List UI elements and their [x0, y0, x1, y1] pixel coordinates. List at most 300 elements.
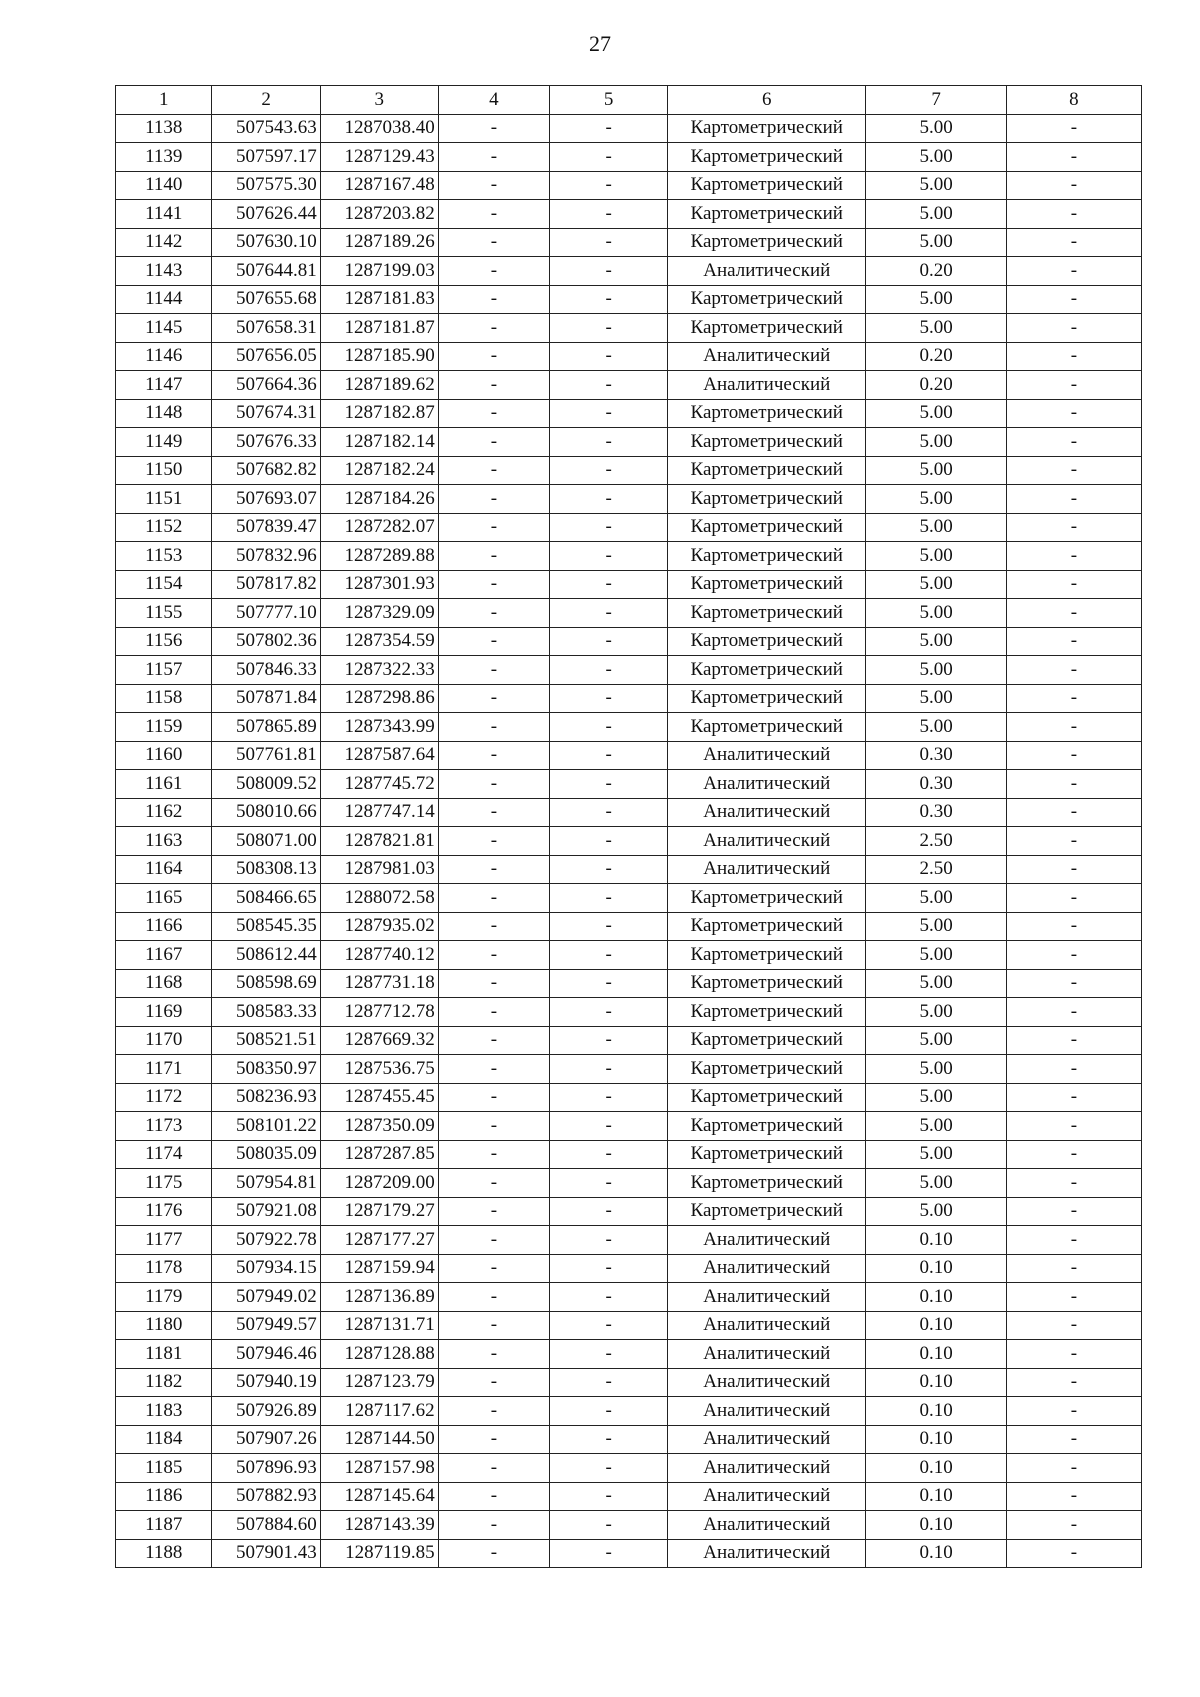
table-row	[116, 143, 1142, 172]
accuracy-cell: 5.00	[866, 200, 1006, 229]
accuracy-cell: 5.00	[866, 285, 1006, 314]
x-coordinate-cell: 508009.52	[212, 770, 320, 799]
method-cell: Картометрический	[668, 485, 866, 514]
col-4-cell: -	[438, 998, 549, 1027]
point-number-cell: 1170	[116, 1026, 212, 1055]
x-coordinate-cell: 507926.89	[212, 1397, 320, 1426]
table-row	[116, 998, 1142, 1027]
point-number-cell: 1148	[116, 399, 212, 428]
point-number-cell: 1165	[116, 884, 212, 913]
accuracy-cell: 5.00	[866, 599, 1006, 628]
accuracy-cell: 0.10	[866, 1368, 1006, 1397]
col-4-cell: -	[438, 1340, 549, 1369]
x-coordinate-cell: 507655.68	[212, 285, 320, 314]
y-coordinate-cell: 1287669.32	[320, 1026, 438, 1055]
table-row	[116, 456, 1142, 485]
table-row	[116, 599, 1142, 628]
accuracy-cell: 0.20	[866, 257, 1006, 286]
point-number-cell: 1184	[116, 1425, 212, 1454]
accuracy-cell: 5.00	[866, 1112, 1006, 1141]
table-row	[116, 114, 1142, 143]
point-number-cell: 1159	[116, 713, 212, 742]
x-coordinate-cell: 508612.44	[212, 941, 320, 970]
col-5-cell: -	[550, 456, 668, 485]
col-5-cell: -	[550, 998, 668, 1027]
y-coordinate-cell: 1287981.03	[320, 855, 438, 884]
y-coordinate-cell: 1287712.78	[320, 998, 438, 1027]
col-8-cell: -	[1006, 1083, 1141, 1112]
col-8-cell: -	[1006, 941, 1141, 970]
col-8-cell: -	[1006, 428, 1141, 457]
y-coordinate-cell: 1287329.09	[320, 599, 438, 628]
point-number-cell: 1140	[116, 171, 212, 200]
point-number-cell: 1161	[116, 770, 212, 799]
point-number-cell: 1154	[116, 570, 212, 599]
point-number-cell: 1144	[116, 285, 212, 314]
accuracy-cell: 5.00	[866, 713, 1006, 742]
col-8-cell: -	[1006, 1454, 1141, 1483]
col-5-cell: -	[550, 969, 668, 998]
col-4-cell: -	[438, 1539, 549, 1568]
accuracy-cell: 5.00	[866, 627, 1006, 656]
col-8-cell: -	[1006, 798, 1141, 827]
y-coordinate-cell: 1287038.40	[320, 114, 438, 143]
x-coordinate-cell: 507674.31	[212, 399, 320, 428]
y-coordinate-cell: 1287189.62	[320, 371, 438, 400]
col-5-cell: -	[550, 371, 668, 400]
accuracy-cell: 5.00	[866, 998, 1006, 1027]
x-coordinate-cell: 507630.10	[212, 228, 320, 257]
accuracy-cell: 5.00	[866, 1083, 1006, 1112]
table-row	[116, 770, 1142, 799]
col-8-cell: -	[1006, 770, 1141, 799]
x-coordinate-cell: 508598.69	[212, 969, 320, 998]
accuracy-cell: 0.10	[866, 1340, 1006, 1369]
method-cell: Картометрический	[668, 1026, 866, 1055]
point-number-cell: 1153	[116, 542, 212, 571]
y-coordinate-cell: 1287179.27	[320, 1197, 438, 1226]
col-5-cell: -	[550, 770, 668, 799]
col-4-cell: -	[438, 200, 549, 229]
x-coordinate-cell: 507839.47	[212, 513, 320, 542]
col-5-cell: -	[550, 1254, 668, 1283]
col-8-cell: -	[1006, 1368, 1141, 1397]
point-number-cell: 1150	[116, 456, 212, 485]
col-8-cell: -	[1006, 713, 1141, 742]
col-4-cell: -	[438, 1197, 549, 1226]
y-coordinate-cell: 1287354.59	[320, 627, 438, 656]
table-row	[116, 171, 1142, 200]
col-5-cell: -	[550, 741, 668, 770]
col-5-cell: -	[550, 1226, 668, 1255]
col-5-cell: -	[550, 941, 668, 970]
y-coordinate-cell: 1287144.50	[320, 1425, 438, 1454]
table-row	[116, 570, 1142, 599]
method-cell: Картометрический	[668, 285, 866, 314]
y-coordinate-cell: 1287182.14	[320, 428, 438, 457]
accuracy-cell: 0.20	[866, 342, 1006, 371]
table-row	[116, 656, 1142, 685]
point-number-cell: 1157	[116, 656, 212, 685]
col-5-cell: -	[550, 713, 668, 742]
method-cell: Картометрический	[668, 599, 866, 628]
y-coordinate-cell: 1287587.64	[320, 741, 438, 770]
col-5-cell: -	[550, 1311, 668, 1340]
method-cell: Картометрический	[668, 998, 866, 1027]
col-4-cell: -	[438, 798, 549, 827]
col-4-cell: -	[438, 1397, 549, 1426]
col-4-cell: -	[438, 228, 549, 257]
col-4-cell: -	[438, 1254, 549, 1283]
col-5-cell: -	[550, 627, 668, 656]
x-coordinate-cell: 507676.33	[212, 428, 320, 457]
method-cell: Аналитический	[668, 371, 866, 400]
col-5-cell: -	[550, 1539, 668, 1568]
x-coordinate-cell: 507777.10	[212, 599, 320, 628]
col-8-cell: -	[1006, 1226, 1141, 1255]
x-coordinate-cell: 507832.96	[212, 542, 320, 571]
table-row	[116, 228, 1142, 257]
method-cell: Картометрический	[668, 684, 866, 713]
accuracy-cell: 5.00	[866, 656, 1006, 685]
point-number-cell: 1139	[116, 143, 212, 172]
x-coordinate-cell: 508521.51	[212, 1026, 320, 1055]
col-4-cell: -	[438, 1026, 549, 1055]
col-8-cell: -	[1006, 342, 1141, 371]
y-coordinate-cell: 1287209.00	[320, 1169, 438, 1198]
x-coordinate-cell: 508545.35	[212, 912, 320, 941]
accuracy-cell: 5.00	[866, 570, 1006, 599]
accuracy-cell: 0.10	[866, 1425, 1006, 1454]
col-8-cell: -	[1006, 656, 1141, 685]
point-number-cell: 1186	[116, 1482, 212, 1511]
x-coordinate-cell: 507882.93	[212, 1482, 320, 1511]
accuracy-cell: 0.10	[866, 1254, 1006, 1283]
table-row	[116, 485, 1142, 514]
col-4-cell: -	[438, 770, 549, 799]
col-8-cell: -	[1006, 171, 1141, 200]
col-4-cell: -	[438, 1454, 549, 1483]
col-8-cell: -	[1006, 1311, 1141, 1340]
col-4-cell: -	[438, 1112, 549, 1141]
accuracy-cell: 5.00	[866, 1026, 1006, 1055]
point-number-cell: 1149	[116, 428, 212, 457]
y-coordinate-cell: 1287343.99	[320, 713, 438, 742]
point-number-cell: 1164	[116, 855, 212, 884]
col-5-cell: -	[550, 542, 668, 571]
table-row	[116, 798, 1142, 827]
accuracy-cell: 5.00	[866, 941, 1006, 970]
column-header-8: 8	[1006, 86, 1141, 115]
col-5-cell: -	[550, 1026, 668, 1055]
col-4-cell: -	[438, 713, 549, 742]
x-coordinate-cell: 507921.08	[212, 1197, 320, 1226]
method-cell: Аналитический	[668, 1254, 866, 1283]
y-coordinate-cell: 1287182.24	[320, 456, 438, 485]
point-number-cell: 1171	[116, 1055, 212, 1084]
accuracy-cell: 5.00	[866, 884, 1006, 913]
col-5-cell: -	[550, 827, 668, 856]
x-coordinate-cell: 508308.13	[212, 855, 320, 884]
x-coordinate-cell: 508466.65	[212, 884, 320, 913]
col-4-cell: -	[438, 570, 549, 599]
col-4-cell: -	[438, 428, 549, 457]
table-row	[116, 342, 1142, 371]
col-8-cell: -	[1006, 285, 1141, 314]
col-4-cell: -	[438, 513, 549, 542]
y-coordinate-cell: 1287159.94	[320, 1254, 438, 1283]
accuracy-cell: 0.30	[866, 770, 1006, 799]
table-row	[116, 713, 1142, 742]
y-coordinate-cell: 1287740.12	[320, 941, 438, 970]
col-4-cell: -	[438, 171, 549, 200]
accuracy-cell: 0.10	[866, 1454, 1006, 1483]
point-number-cell: 1160	[116, 741, 212, 770]
accuracy-cell: 5.00	[866, 1055, 1006, 1084]
x-coordinate-cell: 507871.84	[212, 684, 320, 713]
col-8-cell: -	[1006, 1539, 1141, 1568]
y-coordinate-cell: 1287322.33	[320, 656, 438, 685]
table-row	[116, 884, 1142, 913]
method-cell: Картометрический	[668, 969, 866, 998]
col-8-cell: -	[1006, 200, 1141, 229]
method-cell: Картометрический	[668, 884, 866, 913]
x-coordinate-cell: 507865.89	[212, 713, 320, 742]
col-4-cell: -	[438, 257, 549, 286]
y-coordinate-cell: 1287182.87	[320, 399, 438, 428]
table-row	[116, 1511, 1142, 1540]
x-coordinate-cell: 507949.57	[212, 1311, 320, 1340]
col-8-cell: -	[1006, 1169, 1141, 1198]
table-row	[116, 371, 1142, 400]
column-header-1: 1	[116, 86, 212, 115]
table-row	[116, 1055, 1142, 1084]
y-coordinate-cell: 1287157.98	[320, 1454, 438, 1483]
method-cell: Аналитический	[668, 1226, 866, 1255]
y-coordinate-cell: 1287129.43	[320, 143, 438, 172]
table-row	[116, 1197, 1142, 1226]
table-row	[116, 627, 1142, 656]
x-coordinate-cell: 507940.19	[212, 1368, 320, 1397]
y-coordinate-cell: 1287747.14	[320, 798, 438, 827]
point-number-cell: 1156	[116, 627, 212, 656]
method-cell: Картометрический	[668, 656, 866, 685]
table-body	[116, 114, 1142, 1568]
point-number-cell: 1145	[116, 314, 212, 343]
point-number-cell: 1143	[116, 257, 212, 286]
col-4-cell: -	[438, 656, 549, 685]
table-row	[116, 912, 1142, 941]
col-8-cell: -	[1006, 257, 1141, 286]
column-header-3: 3	[320, 86, 438, 115]
col-5-cell: -	[550, 1197, 668, 1226]
col-4-cell: -	[438, 542, 549, 571]
accuracy-cell: 5.00	[866, 399, 1006, 428]
col-4-cell: -	[438, 1226, 549, 1255]
col-4-cell: -	[438, 114, 549, 143]
table-row	[116, 741, 1142, 770]
col-5-cell: -	[550, 200, 668, 229]
accuracy-cell: 5.00	[866, 456, 1006, 485]
accuracy-cell: 2.50	[866, 855, 1006, 884]
col-8-cell: -	[1006, 513, 1141, 542]
x-coordinate-cell: 507597.17	[212, 143, 320, 172]
table-row	[116, 1368, 1142, 1397]
col-8-cell: -	[1006, 1482, 1141, 1511]
col-5-cell: -	[550, 143, 668, 172]
col-5-cell: -	[550, 1397, 668, 1426]
col-5-cell: -	[550, 1283, 668, 1312]
y-coordinate-cell: 1287455.45	[320, 1083, 438, 1112]
x-coordinate-cell: 507664.36	[212, 371, 320, 400]
y-coordinate-cell: 1287131.71	[320, 1311, 438, 1340]
point-number-cell: 1152	[116, 513, 212, 542]
table-row	[116, 1140, 1142, 1169]
x-coordinate-cell: 507954.81	[212, 1169, 320, 1198]
col-8-cell: -	[1006, 1254, 1141, 1283]
method-cell: Картометрический	[668, 570, 866, 599]
table-row	[116, 855, 1142, 884]
point-number-cell: 1167	[116, 941, 212, 970]
col-5-cell: -	[550, 1169, 668, 1198]
col-8-cell: -	[1006, 855, 1141, 884]
method-cell: Аналитический	[668, 1340, 866, 1369]
table-row	[116, 1026, 1142, 1055]
method-cell: Аналитический	[668, 1425, 866, 1454]
col-5-cell: -	[550, 342, 668, 371]
col-5-cell: -	[550, 855, 668, 884]
y-coordinate-cell: 1287117.62	[320, 1397, 438, 1426]
x-coordinate-cell: 507901.43	[212, 1539, 320, 1568]
x-coordinate-cell: 507934.15	[212, 1254, 320, 1283]
x-coordinate-cell: 507907.26	[212, 1425, 320, 1454]
accuracy-cell: 0.30	[866, 741, 1006, 770]
x-coordinate-cell: 508236.93	[212, 1083, 320, 1112]
col-4-cell: -	[438, 684, 549, 713]
table-row	[116, 1169, 1142, 1198]
point-number-cell: 1180	[116, 1311, 212, 1340]
col-8-cell: -	[1006, 1026, 1141, 1055]
col-4-cell: -	[438, 1368, 549, 1397]
col-5-cell: -	[550, 798, 668, 827]
accuracy-cell: 0.10	[866, 1539, 1006, 1568]
accuracy-cell: 0.10	[866, 1511, 1006, 1540]
method-cell: Картометрический	[668, 1112, 866, 1141]
col-8-cell: -	[1006, 399, 1141, 428]
col-5-cell: -	[550, 884, 668, 913]
col-8-cell: -	[1006, 228, 1141, 257]
col-4-cell: -	[438, 285, 549, 314]
accuracy-cell: 5.00	[866, 228, 1006, 257]
y-coordinate-cell: 1287199.03	[320, 257, 438, 286]
x-coordinate-cell: 507575.30	[212, 171, 320, 200]
col-4-cell: -	[438, 827, 549, 856]
table-row	[116, 1226, 1142, 1255]
accuracy-cell: 5.00	[866, 1169, 1006, 1198]
method-cell: Аналитический	[668, 855, 866, 884]
accuracy-cell: 5.00	[866, 1197, 1006, 1226]
x-coordinate-cell: 507922.78	[212, 1226, 320, 1255]
col-4-cell: -	[438, 1511, 549, 1540]
col-8-cell: -	[1006, 998, 1141, 1027]
point-number-cell: 1181	[116, 1340, 212, 1369]
col-4-cell: -	[438, 1140, 549, 1169]
col-4-cell: -	[438, 941, 549, 970]
method-cell: Аналитический	[668, 1368, 866, 1397]
accuracy-cell: 0.10	[866, 1311, 1006, 1340]
accuracy-cell: 5.00	[866, 542, 1006, 571]
col-5-cell: -	[550, 912, 668, 941]
table-row	[116, 1254, 1142, 1283]
table-row	[116, 1283, 1142, 1312]
method-cell: Аналитический	[668, 741, 866, 770]
col-8-cell: -	[1006, 827, 1141, 856]
col-5-cell: -	[550, 1454, 668, 1483]
y-coordinate-cell: 1287287.85	[320, 1140, 438, 1169]
col-4-cell: -	[438, 485, 549, 514]
method-cell: Аналитический	[668, 1283, 866, 1312]
col-4-cell: -	[438, 627, 549, 656]
col-5-cell: -	[550, 114, 668, 143]
col-8-cell: -	[1006, 1055, 1141, 1084]
col-4-cell: -	[438, 456, 549, 485]
table-row	[116, 1397, 1142, 1426]
point-number-cell: 1141	[116, 200, 212, 229]
x-coordinate-cell: 507644.81	[212, 257, 320, 286]
col-8-cell: -	[1006, 884, 1141, 913]
point-number-cell: 1182	[116, 1368, 212, 1397]
accuracy-cell: 0.10	[866, 1226, 1006, 1255]
col-5-cell: -	[550, 1482, 668, 1511]
col-5-cell: -	[550, 570, 668, 599]
col-8-cell: -	[1006, 1283, 1141, 1312]
method-cell: Картометрический	[668, 627, 866, 656]
y-coordinate-cell: 1287177.27	[320, 1226, 438, 1255]
table-row	[116, 513, 1142, 542]
point-number-cell: 1177	[116, 1226, 212, 1255]
col-4-cell: -	[438, 741, 549, 770]
point-number-cell: 1178	[116, 1254, 212, 1283]
y-coordinate-cell: 1287189.26	[320, 228, 438, 257]
method-cell: Картометрический	[668, 171, 866, 200]
y-coordinate-cell: 1287745.72	[320, 770, 438, 799]
point-number-cell: 1173	[116, 1112, 212, 1141]
col-4-cell: -	[438, 371, 549, 400]
col-5-cell: -	[550, 1055, 668, 1084]
method-cell: Картометрический	[668, 228, 866, 257]
table-row	[116, 941, 1142, 970]
method-cell: Картометрический	[668, 912, 866, 941]
method-cell: Картометрический	[668, 114, 866, 143]
col-8-cell: -	[1006, 1197, 1141, 1226]
table-row	[116, 827, 1142, 856]
point-number-cell: 1158	[116, 684, 212, 713]
x-coordinate-cell: 507896.93	[212, 1454, 320, 1483]
point-number-cell: 1147	[116, 371, 212, 400]
method-cell: Аналитический	[668, 1397, 866, 1426]
accuracy-cell: 5.00	[866, 969, 1006, 998]
col-4-cell: -	[438, 342, 549, 371]
x-coordinate-cell: 507543.63	[212, 114, 320, 143]
col-4-cell: -	[438, 1283, 549, 1312]
col-8-cell: -	[1006, 1397, 1141, 1426]
y-coordinate-cell: 1287119.85	[320, 1539, 438, 1568]
col-5-cell: -	[550, 428, 668, 457]
table-row	[116, 1311, 1142, 1340]
x-coordinate-cell: 507658.31	[212, 314, 320, 343]
y-coordinate-cell: 1287282.07	[320, 513, 438, 542]
point-number-cell: 1138	[116, 114, 212, 143]
